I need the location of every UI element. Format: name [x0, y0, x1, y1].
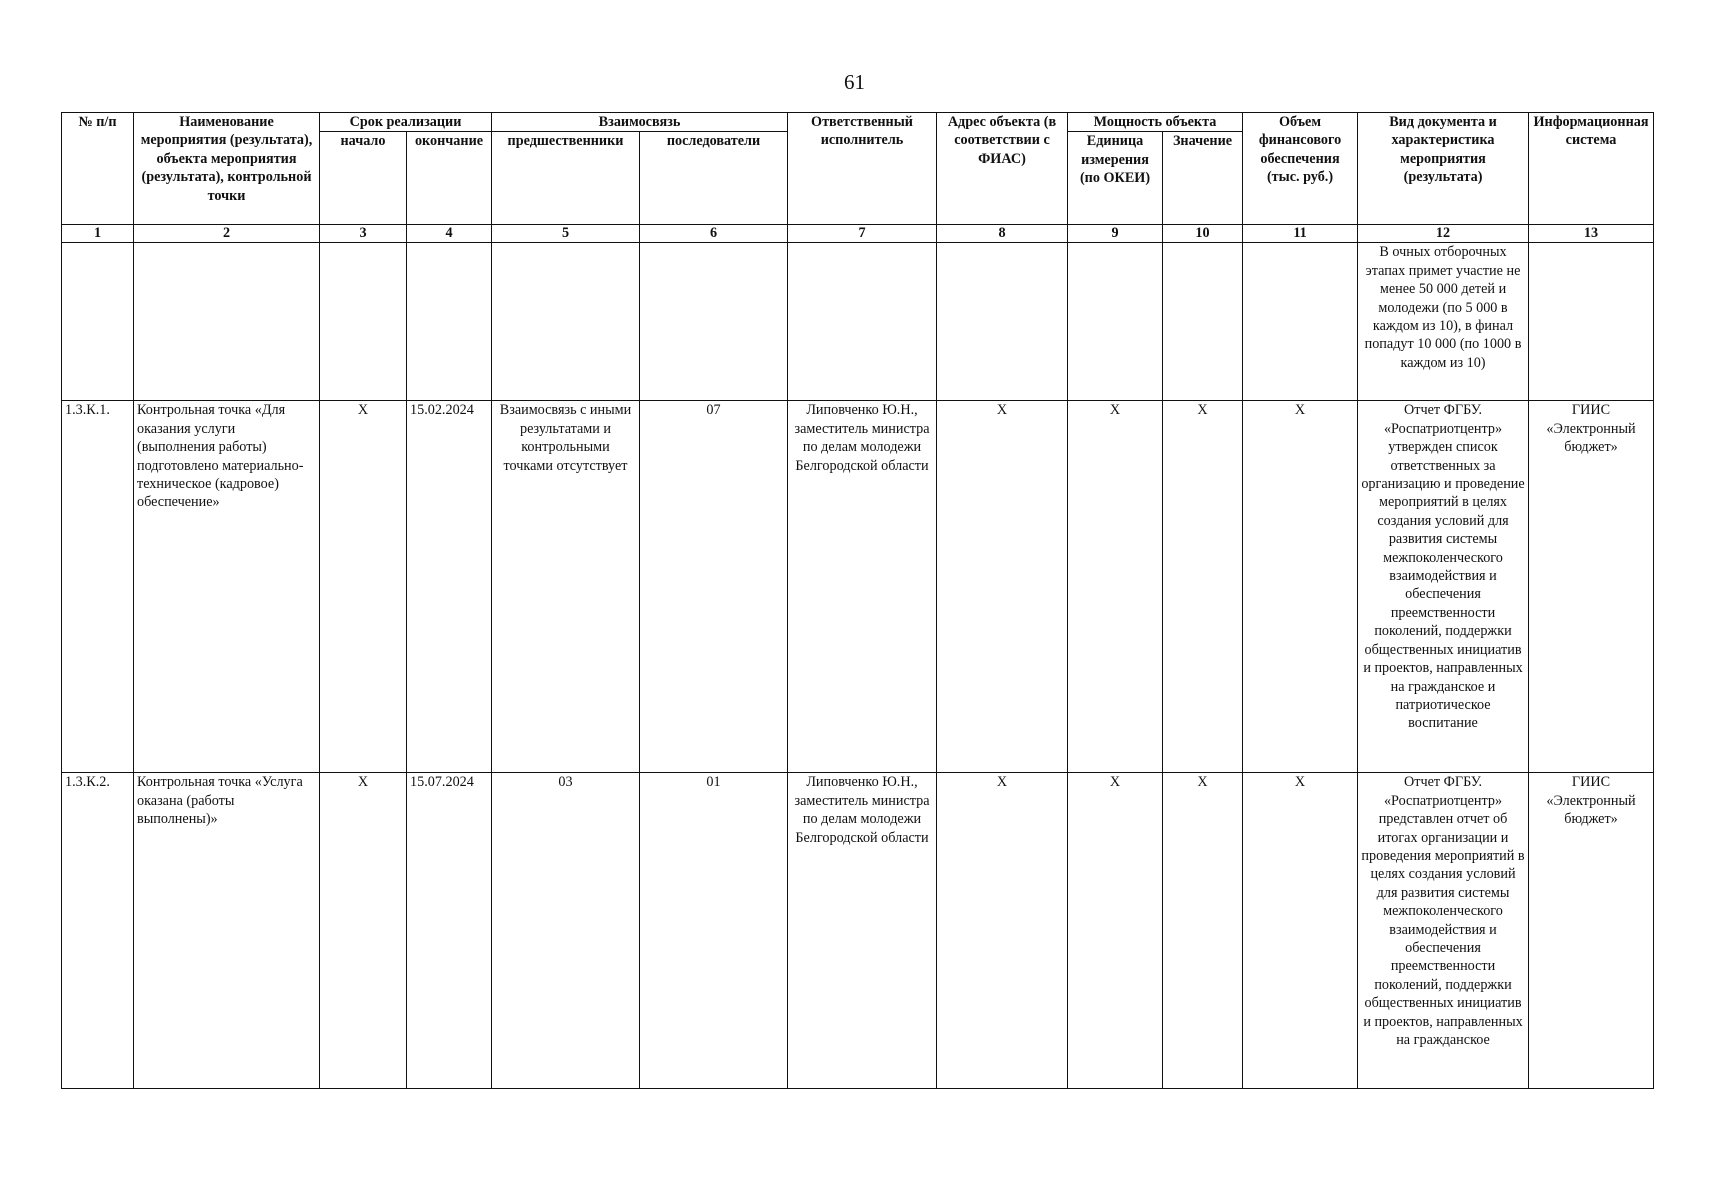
header-term-start: начало — [320, 132, 407, 225]
header-capacity-value: Значение — [1163, 132, 1243, 225]
cell-unit: X — [1068, 401, 1163, 773]
cell-name: Контрольная точка «Услуга оказана (работы выполнены)» — [134, 773, 320, 1089]
header-responsible: Ответственный исполнитель — [788, 113, 937, 225]
cell-start: X — [320, 773, 407, 1089]
cell-value — [1163, 243, 1243, 401]
cell-pred: Взаимосвязь с иными результатами и контрольными точками отсутствует — [492, 401, 640, 773]
cell-start — [320, 243, 407, 401]
header-relation-pred: предшественники — [492, 132, 640, 225]
column-number: 11 — [1243, 225, 1358, 243]
cell-name: Контрольная точка «Для оказания услуги (выполнения работы) подготовлено материально-техническое (кадровое) обеспечение» — [134, 401, 320, 773]
column-number: 13 — [1529, 225, 1654, 243]
header-doc: Вид документа и характеристика мероприятия (результата) — [1358, 113, 1529, 225]
cell-succ: 01 — [640, 773, 788, 1089]
cell-succ: 07 — [640, 401, 788, 773]
cell-funding: X — [1243, 773, 1358, 1089]
cell-pred — [492, 243, 640, 401]
cell-pred: 03 — [492, 773, 640, 1089]
column-number: 3 — [320, 225, 407, 243]
column-number-row — [62, 225, 1654, 243]
column-number: 6 — [640, 225, 788, 243]
column-number: 4 — [407, 225, 492, 243]
cell-system: ГИИС «Электронный бюджет» — [1529, 773, 1654, 1089]
cell-funding: X — [1243, 401, 1358, 773]
cell-responsible: Липовченко Ю.Н., заместитель министра по делам молодежи Белгородской области — [788, 773, 937, 1089]
cell-num: 1.3.К.2. — [62, 773, 134, 1089]
cell-address: X — [937, 773, 1068, 1089]
cell-value: X — [1163, 773, 1243, 1089]
cell-end: 15.02.2024 — [407, 401, 492, 773]
cell-start: X — [320, 401, 407, 773]
header-system: Информационная система — [1529, 113, 1654, 225]
cell-end — [407, 243, 492, 401]
cell-doc: Отчет ФГБУ. «Роспатриотцентр» утвержден список ответственных за организацию и проведение мероприятий в целях создания условий для развития системы межпоколенческого взаимодействия и обеспечения преемственности поколений, поддержки общественных инициатив и проектов, направленных на гражданское и патриотическое воспитание — [1358, 401, 1529, 773]
cell-unit: X — [1068, 773, 1163, 1089]
header-term-end: окончание — [407, 132, 492, 225]
header-capacity: Мощность объекта — [1068, 113, 1243, 132]
cell-unit — [1068, 243, 1163, 401]
column-number: 10 — [1163, 225, 1243, 243]
cell-num — [62, 243, 134, 401]
column-number: 2 — [134, 225, 320, 243]
header-address: Адрес объекта (в соответствии с ФИАС) — [937, 113, 1068, 225]
cell-responsible — [788, 243, 937, 401]
cell-system: ГИИС «Электронный бюджет» — [1529, 401, 1654, 773]
header-relation-succ: последователи — [640, 132, 788, 225]
cell-end: 15.07.2024 — [407, 773, 492, 1089]
cell-address — [937, 243, 1068, 401]
cell-name — [134, 243, 320, 401]
plan-table — [61, 112, 1654, 1089]
header-relation: Взаимосвязь — [492, 113, 788, 132]
cell-num: 1.3.К.1. — [62, 401, 134, 773]
header-num: № п/п — [62, 113, 134, 225]
cell-funding — [1243, 243, 1358, 401]
table-row — [62, 243, 1654, 401]
cell-system — [1529, 243, 1654, 401]
column-number: 7 — [788, 225, 937, 243]
table-row — [62, 401, 1654, 773]
cell-succ — [640, 243, 788, 401]
column-number: 1 — [62, 225, 134, 243]
cell-doc: В очных отборочных этапах примет участие не менее 50 000 детей и молодежи (по 5 000 в каждом из 10), в финал попадут 10 000 (по 1000 в каждом из 10) — [1358, 243, 1529, 401]
cell-value: X — [1163, 401, 1243, 773]
cell-address: X — [937, 401, 1068, 773]
header-capacity-unit: Единица измерения (по ОКЕИ) — [1068, 132, 1163, 225]
column-number: 9 — [1068, 225, 1163, 243]
header-term: Срок реализации — [320, 113, 492, 132]
cell-responsible: Липовченко Ю.Н., заместитель министра по делам молодежи Белгородской области — [788, 401, 937, 773]
header-funding: Объем финансового обеспечения (тыс. руб.) — [1243, 113, 1358, 225]
column-number: 12 — [1358, 225, 1529, 243]
table-row — [62, 773, 1654, 1089]
column-number: 5 — [492, 225, 640, 243]
page-number: 61 — [844, 70, 865, 94]
cell-doc: Отчет ФГБУ. «Роспатриотцентр» представлен отчет об итогах организации и проведения мероприятий в целях создания условий для развития системы межпоколенческого взаимодействия и обеспечения преемственности поколений, поддержки общественных инициатив и проектов, направленных на гражданское — [1358, 773, 1529, 1089]
header-name: Наименование мероприятия (результата), объекта мероприятия (результата), контрольной точки — [134, 113, 320, 225]
column-number: 8 — [937, 225, 1068, 243]
